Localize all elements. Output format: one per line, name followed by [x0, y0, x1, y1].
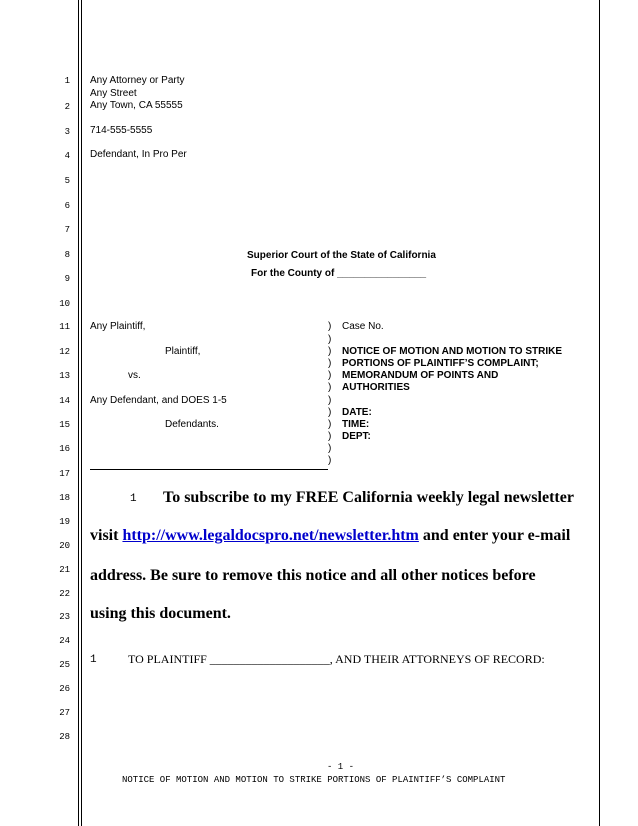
line-number: 22 [59, 589, 70, 599]
line-number: 28 [59, 732, 70, 742]
paren: ) [328, 419, 332, 430]
right-margin-line [599, 0, 600, 826]
case-title-line-2: PORTIONS OF PLAINTIFF’S COMPLAINT; [342, 358, 539, 369]
line-number: 7 [64, 225, 70, 235]
line-number: 11 [59, 322, 70, 332]
hearing-time: TIME: [342, 419, 370, 430]
paren: ) [328, 321, 332, 332]
hearing-dept: DEPT: [342, 431, 371, 442]
paren: ) [328, 370, 332, 381]
line-number: 20 [59, 541, 70, 551]
line-number: 4 [64, 151, 70, 161]
paren: ) [328, 443, 332, 454]
line-number: 27 [59, 708, 70, 718]
line-number: 5 [64, 176, 70, 186]
court-name: Superior Court of the State of California [247, 250, 436, 261]
line-number: 21 [59, 565, 70, 575]
line-number: 1 [64, 76, 70, 86]
paren: ) [328, 358, 332, 369]
versus-label: vs. [128, 370, 141, 381]
paren: ) [328, 334, 332, 345]
left-margin-line-outer [78, 0, 79, 826]
notice-line-2: visit http://www.legaldocspro.net/newsletter.htm and enter your e-mail [90, 527, 571, 544]
court-county: For the County of ________________ [251, 268, 427, 279]
line-number: 25 [59, 660, 70, 670]
paren: ) [328, 346, 332, 357]
notice-line-1: To subscribe to my FREE California weekly legal newsletter [163, 489, 574, 506]
caption-party-line-2: Any Street [90, 88, 137, 99]
defendant-name: Any Defendant, and DOES 1-5 [90, 395, 227, 406]
line-number: 12 [59, 347, 70, 357]
line-number: 14 [59, 396, 70, 406]
line-number: 18 [59, 493, 70, 503]
caption-party-line-3: Any Town, CA 55555 [90, 100, 183, 111]
paren: ) [328, 382, 332, 393]
caption-phone: 714-555-5555 [90, 125, 153, 136]
case-number: Case No. [342, 321, 384, 332]
plaintiff-role: Plaintiff, [165, 346, 201, 357]
footer-title: NOTICE OF MOTION AND MOTION TO STRIKE PORTIONS OF PLAINTIFF’S COMPLAINT [122, 775, 506, 785]
footer-page-number: - 1 - [327, 762, 355, 772]
left-margin-line-inner [81, 0, 82, 826]
paren: ) [328, 431, 332, 442]
caption-separator [90, 469, 328, 470]
line-number: 26 [59, 684, 70, 694]
line-number: 2 [64, 102, 70, 112]
line-number: 10 [59, 299, 70, 309]
case-title-line-1: NOTICE OF MOTION AND MOTION TO STRIKE [342, 346, 562, 357]
line-number: 17 [59, 469, 70, 479]
notice-line-4: using this document. [90, 605, 231, 622]
case-title-line-4: AUTHORITIES [342, 382, 410, 393]
line-number: 13 [59, 371, 70, 381]
paren: ) [328, 407, 332, 418]
line-number: 6 [64, 201, 70, 211]
line-number: 3 [64, 127, 70, 137]
line-number: 15 [59, 420, 70, 430]
paren: ) [328, 455, 332, 466]
paren: ) [328, 395, 332, 406]
caption-party-line-1: Any Attorney or Party [90, 75, 185, 86]
notice-line-3: address. Be sure to remove this notice and all other notices before [90, 567, 536, 584]
line-number: 24 [59, 636, 70, 646]
case-title-line-3: MEMORANDUM OF POINTS AND [342, 370, 499, 381]
notice-paragraph-number: 1 [130, 493, 137, 505]
body-paragraph-number: 1 [90, 654, 97, 666]
caption-role: Defendant, In Pro Per [90, 149, 187, 160]
newsletter-link[interactable]: http://www.legaldocspro.net/newsletter.htm [122, 527, 419, 544]
line-number: 16 [59, 444, 70, 454]
line-number: 19 [59, 517, 70, 527]
defendant-role: Defendants. [165, 419, 219, 430]
plaintiff-name: Any Plaintiff, [90, 321, 146, 332]
body-line: TO PLAINTIFF ____________________, AND THEIR ATTORNEYS OF RECORD: [128, 652, 545, 666]
line-number: 23 [59, 612, 70, 622]
line-number: 8 [64, 250, 70, 260]
line-number: 9 [64, 274, 70, 284]
hearing-date: DATE: [342, 407, 372, 418]
